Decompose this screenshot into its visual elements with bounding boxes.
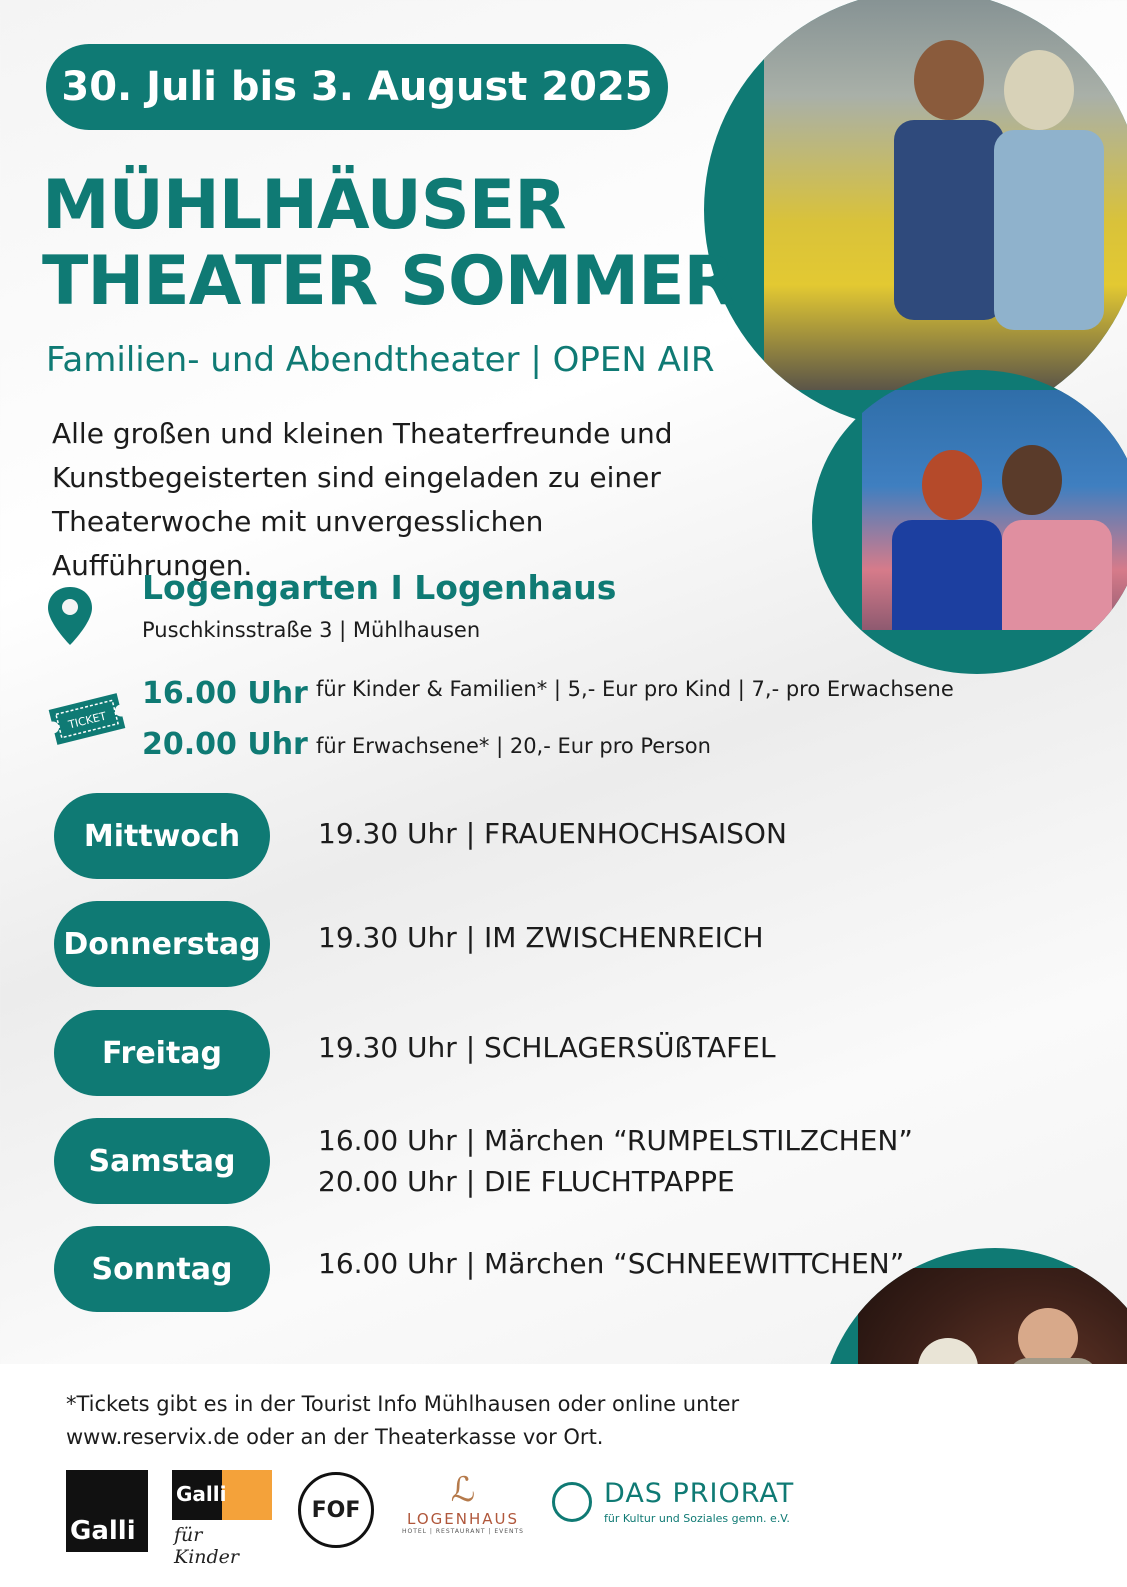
fof-logo-text: FOF xyxy=(311,1497,361,1523)
venue-name: Logengarten I Logenhaus xyxy=(142,568,617,607)
day-badge-wednesday xyxy=(54,793,270,879)
intro-line-1: Alle großen und kleinen Theaterfreunde und xyxy=(52,417,673,450)
family-price: für Kinder & Familien* | 5,- Eur pro Kind | 7,- pro Erwachsene xyxy=(316,677,954,701)
photo-circle-top xyxy=(704,0,1127,430)
logenhaus-monogram-icon: ℒ xyxy=(450,1470,476,1510)
day-label: Samstag xyxy=(88,1143,236,1179)
note-line-1: *Tickets gibt es in der Tourist Info Mühlhausen oder online unter xyxy=(66,1392,740,1416)
event-saturday-2: 20.00 Uhr | DIE FLUCHTPAPPE xyxy=(318,1165,735,1198)
adult-time: 20.00 Uhr xyxy=(142,727,308,762)
title-line-1: MÜHLHÄUSER xyxy=(42,166,566,245)
venue-address: Puschkinsstraße 3 | Mühlhausen xyxy=(142,618,481,642)
day-label: Donnerstag xyxy=(63,926,261,962)
ticket-info-note xyxy=(66,1388,786,1454)
event-saturday-1: 16.00 Uhr | Märchen “RUMPELSTILZCHEN” xyxy=(318,1124,913,1157)
photo-circle-middle xyxy=(812,370,1127,674)
photo-two-women-car xyxy=(764,0,1127,390)
ticket-icon xyxy=(44,693,130,745)
title-line-2: THEATER SOMMER xyxy=(42,242,735,321)
note-line-2: www.reservix.de oder an der Theaterkasse vor Ort. xyxy=(66,1425,604,1449)
event-thursday: 19.30 Uhr | IM ZWISCHENREICH xyxy=(318,921,764,954)
galli-kids-logo xyxy=(172,1470,272,1568)
priorat-emblem-icon xyxy=(552,1482,592,1522)
subtitle: Familien- und Abendtheater | OPEN AIR xyxy=(46,340,715,380)
day-badge-thursday xyxy=(54,901,270,987)
logenhaus-name: LOGENHAUS xyxy=(407,1510,519,1528)
day-badge-saturday xyxy=(54,1118,270,1204)
day-label: Freitag xyxy=(101,1035,223,1071)
intro-line-3: Theaterwoche mit unvergesslichen Aufführungen. xyxy=(52,505,544,582)
priorat-logo xyxy=(552,1478,812,1538)
page-title xyxy=(42,168,742,320)
fof-logo xyxy=(298,1472,374,1548)
galli-logo xyxy=(66,1470,148,1552)
photo-two-women-waving xyxy=(862,390,1127,630)
galli-kids-sub: für Kinder xyxy=(174,1524,239,1568)
galli-logo-text: Galli xyxy=(70,1516,136,1546)
logenhaus-logo xyxy=(398,1470,528,1546)
intro-text xyxy=(52,412,752,588)
event-friday: 19.30 Uhr | SCHLAGERSÜßTAFEL xyxy=(318,1031,776,1064)
family-time: 16.00 Uhr xyxy=(142,676,308,711)
priorat-tagline: für Kultur und Soziales gemn. e.V. xyxy=(604,1512,790,1525)
galli-kids-text: Galli xyxy=(176,1482,227,1506)
event-wednesday: 19.30 Uhr | FRAUENHOCHSAISON xyxy=(318,817,787,850)
day-label: Mittwoch xyxy=(83,818,241,854)
day-badge-friday xyxy=(54,1010,270,1096)
intro-line-2: Kunstbegeisterten sind eingeladen zu einer xyxy=(52,461,661,494)
crown-icon xyxy=(222,1470,272,1520)
location-pin-icon xyxy=(46,585,94,647)
day-label: Sonntag xyxy=(91,1251,233,1287)
logenhaus-tagline: HOTEL | RESTAURANT | EVENTS xyxy=(401,1528,524,1535)
adult-price: für Erwachsene* | 20,- Eur pro Person xyxy=(316,734,711,758)
priorat-name: DAS PRIORAT xyxy=(604,1478,795,1509)
date-range-text: 30. Juli bis 3. August 2025 xyxy=(61,64,653,110)
day-badge-sunday xyxy=(54,1226,270,1312)
date-range-badge xyxy=(46,44,668,130)
event-sunday: 16.00 Uhr | Märchen “SCHNEEWITTCHEN” xyxy=(318,1247,905,1280)
ticket-icon-label: TICKET xyxy=(67,709,108,732)
